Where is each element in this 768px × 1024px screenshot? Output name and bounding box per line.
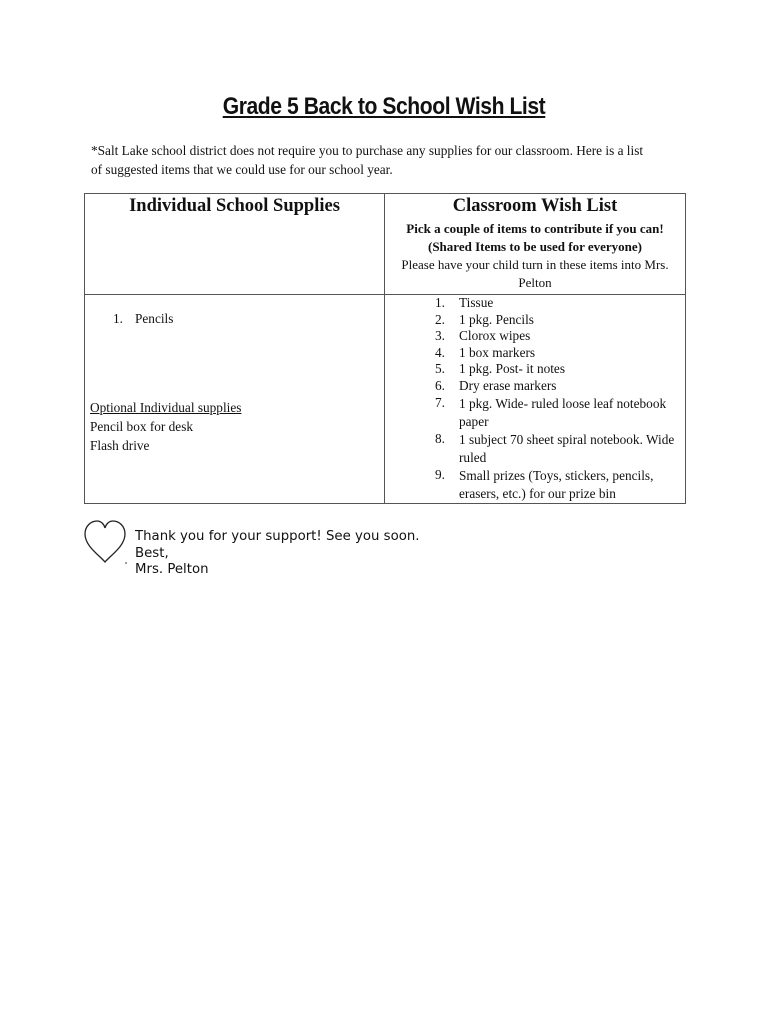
list-item xyxy=(385,378,679,395)
table-header-row xyxy=(85,194,686,295)
list-item xyxy=(385,295,679,312)
wish-list xyxy=(385,295,685,503)
list-item-text: Small prizes (Toys, stickers, pencils, erasers, etc.) for our prize bin xyxy=(459,467,654,501)
classroom-wish-list-header: Classroom Wish List xyxy=(452,196,618,216)
optional-item: Pencil box for desk xyxy=(90,419,194,434)
supplies-table xyxy=(84,193,686,504)
signoff xyxy=(135,529,420,579)
list-item-text: 1 pkg. Pencils xyxy=(459,311,534,327)
list-item-number: 2. xyxy=(435,311,445,327)
list-item xyxy=(385,312,679,329)
list-item-number: 1. xyxy=(113,311,123,326)
optional-supplies xyxy=(90,398,241,455)
list-item-text: Pencils xyxy=(135,311,174,326)
intro-paragraph xyxy=(91,142,691,179)
individual-supplies-cell xyxy=(85,295,385,504)
individual-supplies-header: Individual School Supplies xyxy=(129,196,340,216)
intro-line: of suggested items that we could use for our school year. xyxy=(91,161,393,177)
list-item xyxy=(385,345,679,362)
list-item-number: 1. xyxy=(435,295,445,310)
list-item-text: Dry erase markers xyxy=(459,377,557,393)
closing-line: Best, xyxy=(135,545,169,561)
list-item xyxy=(385,431,679,467)
classroom-wish-list-cell xyxy=(385,295,686,504)
page-title: Grade 5 Back to School Wish List xyxy=(222,93,546,120)
contribute-note: Pick a couple of items to contribute if you can! xyxy=(406,221,664,236)
list-item xyxy=(385,361,679,378)
list-item-number: 7. xyxy=(435,394,445,410)
list-item-number: 6. xyxy=(435,377,445,393)
list-item-text: Clorox wipes xyxy=(459,328,531,344)
list-item-number: 3. xyxy=(435,328,445,344)
optional-supplies-title: Optional Individual supplies xyxy=(90,400,242,415)
intro-line: *Salt Lake school district does not require you to purchase any supplies for our classroom. Here is a list xyxy=(91,143,644,158)
list-item xyxy=(385,328,679,345)
list-item-number: 8. xyxy=(435,430,445,446)
list-item-number: 9. xyxy=(435,466,445,482)
heart-outline-icon xyxy=(82,518,128,566)
individual-supplies-header-cell xyxy=(85,194,385,295)
list-item xyxy=(113,309,173,328)
shared-items-note: (Shared Items to be used for everyone) xyxy=(428,239,642,254)
list-item xyxy=(385,467,679,503)
list-item-number: 5. xyxy=(435,361,445,377)
list-item-number: 4. xyxy=(435,344,445,360)
list-item-text: Tissue xyxy=(459,295,494,310)
turn-in-note: Please have your child turn in these items into Mrs. Pelton xyxy=(401,257,669,290)
optional-item: Flash drive xyxy=(90,438,150,453)
list-item-text: 1 pkg. Post- it notes xyxy=(459,361,566,377)
thank-you-line: Thank you for your support! See you soon. xyxy=(135,529,420,544)
list-item xyxy=(385,395,679,431)
list-item-text: 1 subject 70 sheet spiral notebook. Wide ruled xyxy=(459,431,675,465)
list-item-text: 1 box markers xyxy=(459,344,536,360)
classroom-wish-list-header-cell xyxy=(385,194,686,295)
signature-name: Mrs. Pelton xyxy=(135,562,209,578)
table-body-row xyxy=(85,295,686,504)
list-item-text: 1 pkg. Wide- ruled loose leaf notebook paper xyxy=(459,395,667,429)
